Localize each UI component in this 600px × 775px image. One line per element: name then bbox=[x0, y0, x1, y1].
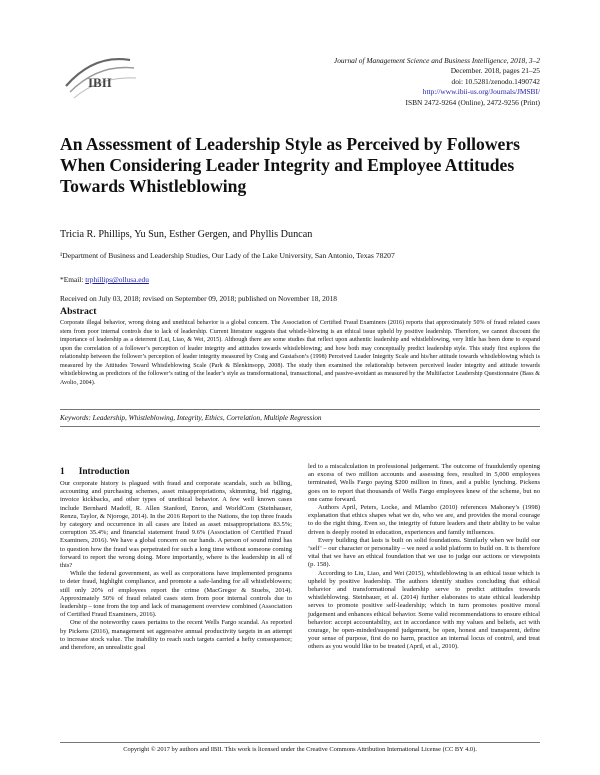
body-paragraph: Our corporate history is plagued with fraud and corporate scandals, such as billing, accounting and purchasing schemes, asset misappropriations, skimming, bid rigging, invoice kickbacks, and other types of unethical behavior. A few well known cases include Bernhard Madoff, R. Allen Stanford, Enron, and WorldCom (Steinhauser, Renzu, Taylor, & Njoroge, 2014). In the 2016 Report to the Nations, the top three frauds by category and occurrence in all cases are listed as asset misappropriations 83.5%; corruption 35.4%; and financial statement fraud 9.6% (Association of Certified Fraud Examiners, 2016). We have a global concern on our hands. A person of sound mind has to question how the fraud was perpetrated for such a long time without someone coming forward to report the wrong doing. More importantly, where is the leadership in all of this? bbox=[60, 480, 292, 570]
body-paragraph: According to Liu, Liao, and Wei (2015), whistleblowing is an ethical issue which is upheld by positive leadership. The authors identify studies concluding that ethical behavior and transformational leadership serve to predict attitudes towards whistleblowing. Steinbauer, et al. (2014) further elaborates to state ethical leadership serves to promote positive self-leadership; which in turn promotes positive moral judgement and enhances ethical behavior. Some valid recommendations to ensure ethical behavior: accept accountability, act in accordance with my values and beliefs, act with courage, be open-minded/suspend judgement, be open, honest and transparent, define your sense of purpose, first do no harm, practice an internal locus of control, and treat others as you would like to be treated (April, et al., 2010). bbox=[308, 569, 540, 651]
copyright-footer: Copyright © 2017 by authors and IBII. This work is licensed under the Creative Commons Attribution International License (CC BY 4.0). bbox=[123, 746, 477, 753]
keywords-bottom-divider bbox=[60, 426, 540, 427]
journal-url-link[interactable]: http://www.ibii-us.org/Journals/JMSBI/ bbox=[422, 87, 540, 97]
left-column bbox=[60, 480, 292, 652]
journal-name: Journal of Management Science and Business Intelligence, 2018, 3–2 bbox=[333, 56, 540, 65]
abstract-block bbox=[60, 306, 540, 387]
ibii-logo bbox=[60, 52, 140, 104]
paper-title: An Assessment of Leadership Style as Perceived by Followers When Considering Leader Integrity and Employee Attitudes Towards Whistleblowing bbox=[60, 134, 521, 196]
abstract-text: Corporate illegal behavior, wrong doing and unethical behavior is a global concern. The Association of Certified Fraud Examiners (2016) reports that approximately 50% of fraud related cases stem from poor internal controls due to lack of leadership. Current literature suggests that whistle-blowing is an ethical issue upheld by positive leadership. Therefore, we cannot discount the importance of leadership as a deterrent (Lui, Liao, & Wei, 2015). Although there are some studies that reflect upon authentic leadership and whistleblowing, very little has been done to expand upon the correlation of a follower’s perception of leader integrity and attitudes towards whistleblowing; and how both may conceptually predict leadership style. This study first explores the relationship between the follower’s perception of leader integrity measured by Craig and Gustafson’s (1998) Perceived Leader Integrity Scale and his/her attitude towards whistleblowing which is measured by the Attitudes Toward Whistleblowing Scale (Park & Blenkinsopp, 2008). The study then examined the relationship between perceived leader integrity and attitude towards whistleblowing as predictors of the follower’s rating of the leader’s style as transformational, transactional, and passive-avoidant as measured by the Multifactor Leadership Questionnaire (Bass & Avolio, 2004). bbox=[60, 320, 540, 386]
keywords-top-divider bbox=[60, 409, 540, 410]
block-quote: Every building that lasts is built on solid foundations. Similarly when we build our ‘self’ – our character or personality – we need a solid platform to build on. It is therefore vital that we have an ethical foundation that we use to judge our actions or viewpoints (p. 158). bbox=[308, 536, 540, 569]
footer-divider bbox=[60, 742, 540, 743]
author-affiliation: ¹Department of Business and Leadership Studies, Our Lady of the Lake University, San Antonio, Texas 78207 bbox=[60, 251, 395, 260]
journal-issue: December. 2018, pages 21–25 bbox=[450, 66, 540, 76]
section-title: Introduction bbox=[78, 467, 130, 477]
abstract-heading: Abstract bbox=[60, 306, 97, 317]
body-paragraph: While the federal government, as well as corporations have implemented programs to deter fraud, highlight compliance, and promote a safe-landing for all whistleblowers; still only 20% of employees report the crime (MacGregor & Stuebs, 2014). Approximately 50% of fraud related cases stem from poor internal controls due to leadership – tone from the top and lack of management overview combined (Association of Certified Fraud Examiners, 2016). bbox=[60, 570, 292, 619]
journal-doi: doi: 10.5281/zenodo.1490742 bbox=[451, 76, 540, 86]
journal-header bbox=[220, 56, 540, 108]
section-number: 1 bbox=[60, 467, 65, 477]
section-heading-introduction bbox=[60, 467, 130, 477]
journal-issn: ISBN 2472-9264 (Online), 2472-9256 (Print) bbox=[405, 97, 540, 107]
email-label: *Email: bbox=[60, 275, 86, 284]
keywords: Keywords: Leadership, Whistleblowing, Integrity, Ethics, Correlation, Multiple Regression bbox=[60, 414, 322, 422]
svg-text:IBII: IBII bbox=[88, 75, 112, 90]
author-list: Tricia R. Phillips, Yu Sun, Esther Gergen, and Phyllis Duncan bbox=[60, 229, 313, 240]
body-paragraph: led to a miscalculation in professional judgement. The outcome of fraudulently opening an excess of two million accounts and assessing fees, resulted in 5,000 employees terminated, Wells Fargo paying $200 million in fines, and a public lynching. Pickens goes on to report that thousands of Wells Fargo employees knew of the scheme, but no one came forward. bbox=[308, 463, 540, 503]
contact-email bbox=[60, 275, 149, 284]
right-column bbox=[308, 463, 540, 652]
body-paragraph: Authors April, Peters, Locke, and Mlambo (2010) references Mahoney’s (1998) explanation that ethics shapes what we do, who we are, and provides the moral courage to do the right thing. Even so, the integrity of future leaders and their ability to be value driven is deeply rooted in education, experiences and family influences. bbox=[308, 504, 540, 536]
body-paragraph: One of the noteworthy cases pertains to the recent Wells Fargo scandal. As reported by Pickens (2016), management set aggressive annual productivity targets in an attempt to increase stock value. The inability to reach such targets carried a hefty consequence; and therefore, an unrealistic goal bbox=[60, 619, 292, 652]
publication-dates: Received on July 03, 2018; revised on September 09, 2018; published on November 18, 2018 bbox=[60, 294, 337, 303]
email-link[interactable]: trphillips@ollusa.edu bbox=[85, 275, 149, 284]
